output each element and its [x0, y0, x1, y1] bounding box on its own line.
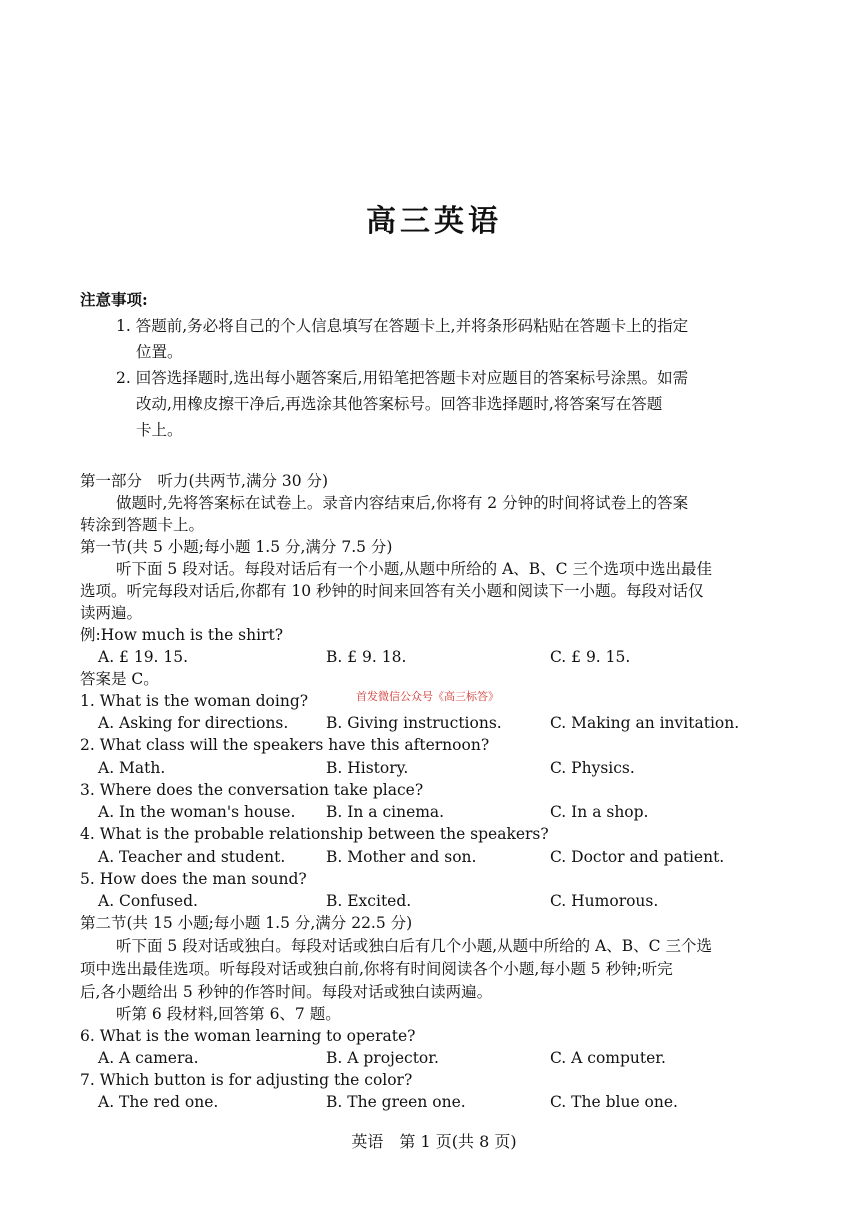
notice-line: 卡上。	[136, 421, 183, 439]
question-1-option-c: C. Making an invitation.	[550, 714, 740, 732]
question-6: 6. What is the woman learning to operate?	[80, 1027, 416, 1045]
question-7-option-b: B. The green one.	[326, 1093, 466, 1111]
question-6-option-a: A. A camera.	[98, 1049, 199, 1067]
question-2-option-a: A. Math.	[98, 759, 166, 777]
part1-intro-line: 做题时,先将答案标在试卷上。录音内容结束后,你将有 2 分钟的时间将试卷上的答案	[116, 494, 689, 512]
question-7-option-c: C. The blue one.	[550, 1093, 678, 1111]
question-1: 1. What is the woman doing?	[80, 692, 309, 710]
notice-line: 2. 回答选择题时,选出每小题答案后,用铅笔把答题卡对应题目的答案标号涂黑。如需	[116, 369, 689, 387]
section2-intro-line: 后,各小题给出 5 秒钟的作答时间。每段对话或独白读两遍。	[80, 983, 493, 1001]
example-option-a: A. £ 19. 15.	[98, 648, 189, 666]
example-option-b: B. £ 9. 18.	[326, 648, 407, 666]
question-1-option-a: A. Asking for directions.	[98, 714, 289, 732]
question-4-option-b: B. Mother and son.	[326, 848, 477, 866]
question-7: 7. Which button is for adjusting the color?	[80, 1071, 413, 1089]
question-4-option-c: C. Doctor and patient.	[550, 848, 725, 866]
question-6-option-b: B. A projector.	[326, 1049, 439, 1067]
section1-intro-line: 选项。听完每段对话后,你都有 10 秒钟的时间来回答有关小题和阅读下一小题。每段对话仅	[80, 582, 704, 600]
notice-heading: 注意事项:	[80, 290, 148, 309]
watermark-text: 首发微信公众号《高三标答》	[356, 690, 499, 703]
question-5-option-a: A. Confused.	[98, 892, 198, 910]
notice-line: 位置。	[136, 343, 183, 361]
section2-heading: 第二节(共 15 小题;每小题 1.5 分,满分 22.5 分)	[80, 914, 413, 932]
example-option-c: C. £ 9. 15.	[550, 648, 631, 666]
question-5-option-c: C. Humorous.	[550, 892, 659, 910]
question-6-option-c: C. A computer.	[550, 1049, 666, 1067]
material-note: 听第 6 段材料,回答第 6、7 题。	[116, 1005, 341, 1023]
question-3: 3. Where does the conversation take place?	[80, 781, 424, 799]
section2-intro-line: 项中选出最佳选项。听每段对话或独白前,你将有时间阅读各个小题,每小题 5 秒钟;听完	[80, 960, 673, 978]
page-footer: 英语 第 1 页(共 8 页)	[351, 1132, 517, 1151]
question-2-option-c: C. Physics.	[550, 759, 635, 777]
question-4-option-a: A. Teacher and student.	[98, 848, 286, 866]
section1-intro-line: 读两遍。	[80, 604, 143, 622]
page-title: 高三英语	[366, 204, 502, 239]
question-7-option-a: A. The red one.	[98, 1093, 219, 1111]
question-2: 2. What class will the speakers have this afternoon?	[80, 736, 490, 754]
section1-heading: 第一节(共 5 小题;每小题 1.5 分,满分 7.5 分)	[80, 538, 393, 556]
question-5: 5. How does the man sound?	[80, 870, 307, 888]
question-1-option-b: B. Giving instructions.	[326, 714, 502, 732]
part1-heading: 第一部分 听力(共两节,满分 30 分)	[80, 472, 329, 490]
example-answer: 答案是 C。	[80, 670, 159, 688]
question-2-option-b: B. History.	[326, 759, 409, 777]
part1-intro-line: 转涂到答题卡上。	[80, 516, 205, 534]
question-5-option-b: B. Excited.	[326, 892, 412, 910]
notice-line: 改动,用橡皮擦干净后,再选涂其他答案标号。回答非选择题时,将答案写在答题	[136, 395, 663, 413]
question-4: 4. What is the probable relationship between the speakers?	[80, 825, 549, 843]
section2-intro-line: 听下面 5 段对话或独白。每段对话或独白后有几个小题,从题中所给的 A、B、C 三个选	[116, 937, 712, 955]
question-3-option-b: B. In a cinema.	[326, 803, 445, 821]
section1-intro-line: 听下面 5 段对话。每段对话后有一个小题,从题中所给的 A、B、C 三个选项中选出最佳	[116, 560, 712, 578]
question-3-option-a: A. In the woman's house.	[98, 803, 296, 821]
question-3-option-c: C. In a shop.	[550, 803, 649, 821]
example-question: 例:How much is the shirt?	[80, 626, 284, 644]
notice-line: 1. 答题前,务必将自己的个人信息填写在答题卡上,并将条形码粘贴在答题卡上的指定	[116, 317, 689, 335]
